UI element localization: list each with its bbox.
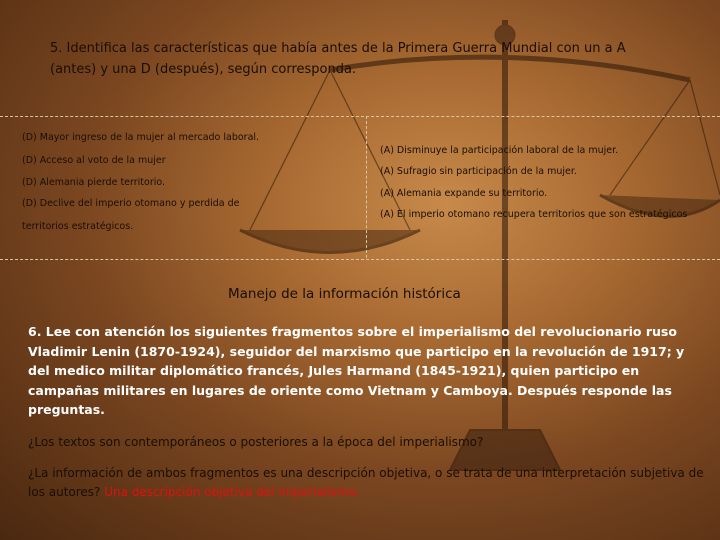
sub-question-1: ¿Los textos son contemporáneos o posteriores a la época del imperialismo? xyxy=(28,435,484,449)
left-item: (D) Declive del imperio otomano y perdida de xyxy=(22,198,240,209)
sub-question-2-text: ¿La información de ambos fragmentos es una descripción objetiva, o se trata de una interpretación subjetiva de los autores? xyxy=(28,466,704,499)
sub-question-2-answer: Una descripción objetiva del imperialismo. xyxy=(104,485,360,499)
question-5-prompt: 5. Identifica las características que había antes de la Primera Guerra Mundial con un a A (antes) y una D (después), según corresponda. xyxy=(50,41,626,77)
answer-table-divider xyxy=(366,116,367,258)
left-item: territorios estratégicos. xyxy=(22,221,134,232)
right-item: (A) Alemania expande su territorio. xyxy=(380,188,548,199)
right-item: (A) Disminuye la participación laboral de la mujer. xyxy=(380,145,619,156)
left-item: (D) Acceso al voto de la mujer xyxy=(22,155,166,166)
right-item: (A) Sufragio sin participación de la mujer. xyxy=(380,166,577,177)
left-item: (D) Alemania pierde territorio. xyxy=(22,177,166,188)
sub-question-2 xyxy=(28,464,718,502)
right-item: (A) El imperio otomano recupera territorios que son estratégicos xyxy=(380,209,688,220)
section-title: Manejo de la información histórica xyxy=(228,286,461,302)
question-6-prompt: 6. Lee con atención los siguientes fragmentos sobre el imperialismo del revolucionario ruso Vladimir Lenin (1870-1924), seguidor del marxismo que participo en la revolución de 1917; y del medico militar diplomático francés, Jules Harmand (1845-1921), quien participo en campañas militares en lugares de oriente como Vietnam y Camboya. Después responde las preguntas. xyxy=(28,324,685,417)
left-item: (D) Mayor ingreso de la mujer al mercado laboral. xyxy=(22,132,260,143)
